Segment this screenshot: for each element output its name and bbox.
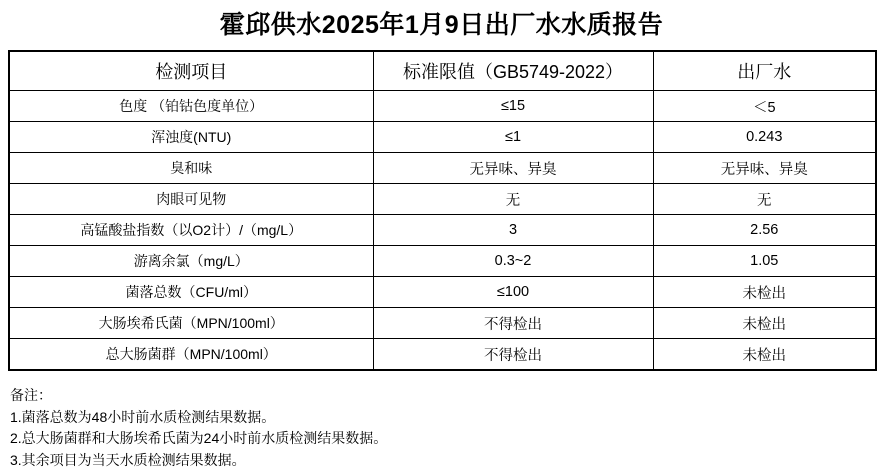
table-row bbox=[9, 308, 876, 339]
cell-item: 臭和味 bbox=[9, 153, 373, 184]
page-title: 霍邱供水2025年1月9日出厂水水质报告 bbox=[219, 11, 664, 39]
table-container bbox=[0, 50, 883, 371]
cell-standard: 不得检出 bbox=[373, 339, 653, 371]
cell-standard: 无异味、异臭 bbox=[373, 153, 653, 184]
cell-item: 游离余氯（mg/L） bbox=[9, 246, 373, 277]
cell-output: 0.243 bbox=[653, 122, 876, 153]
table-row bbox=[9, 153, 876, 184]
column-header-item: 检测项目 bbox=[9, 51, 373, 91]
table-row bbox=[9, 277, 876, 308]
note-item: 1.菌落总数为48小时前水质检测结果数据。 bbox=[10, 408, 276, 425]
cell-standard: 无 bbox=[373, 184, 653, 215]
cell-output: 未检出 bbox=[653, 339, 876, 371]
cell-output: 1.05 bbox=[653, 246, 876, 277]
cell-output: ＜5 bbox=[653, 91, 876, 122]
notes-label: 备注： bbox=[10, 387, 52, 403]
cell-item: 色度 （铂钴色度单位） bbox=[9, 91, 373, 122]
table-row bbox=[9, 184, 876, 215]
cell-standard: 3 bbox=[373, 215, 653, 246]
cell-standard: 0.3~2 bbox=[373, 246, 653, 277]
cell-item: 大肠埃希氏菌（MPN/100ml） bbox=[9, 308, 373, 339]
cell-item: 高锰酸盐指数（以O2计）/（mg/L） bbox=[9, 215, 373, 246]
cell-output: 未检出 bbox=[653, 308, 876, 339]
table-row bbox=[9, 215, 876, 246]
cell-output: 2.56 bbox=[653, 215, 876, 246]
notes-section bbox=[0, 371, 883, 472]
table-body bbox=[9, 91, 876, 371]
table-header bbox=[9, 51, 876, 91]
table-row bbox=[9, 246, 876, 277]
cell-standard: ≤100 bbox=[373, 277, 653, 308]
note-item: 3.其余项目为当天水质检测结果数据。 bbox=[10, 452, 246, 469]
note-item: 2.总大肠菌群和大肠埃希氏菌为24小时前水质检测结果数据。 bbox=[10, 430, 388, 447]
cell-item: 总大肠菌群（MPN/100ml） bbox=[9, 339, 373, 371]
column-header-standard: 标准限值（GB5749-2022） bbox=[373, 51, 653, 91]
water-quality-table bbox=[8, 50, 877, 371]
cell-output: 无异味、异臭 bbox=[653, 153, 876, 184]
table-row bbox=[9, 122, 876, 153]
cell-output: 未检出 bbox=[653, 277, 876, 308]
table-row bbox=[9, 91, 876, 122]
table-header-row bbox=[9, 51, 876, 91]
cell-item: 肉眼可见物 bbox=[9, 184, 373, 215]
cell-standard: ≤1 bbox=[373, 122, 653, 153]
table-row bbox=[9, 339, 876, 371]
cell-standard: ≤15 bbox=[373, 91, 653, 122]
cell-standard: 不得检出 bbox=[373, 308, 653, 339]
column-header-output: 出厂水 bbox=[653, 51, 876, 91]
cell-item: 菌落总数（CFU/ml） bbox=[9, 277, 373, 308]
cell-item: 浑浊度(NTU) bbox=[9, 122, 373, 153]
cell-output: 无 bbox=[653, 184, 876, 215]
